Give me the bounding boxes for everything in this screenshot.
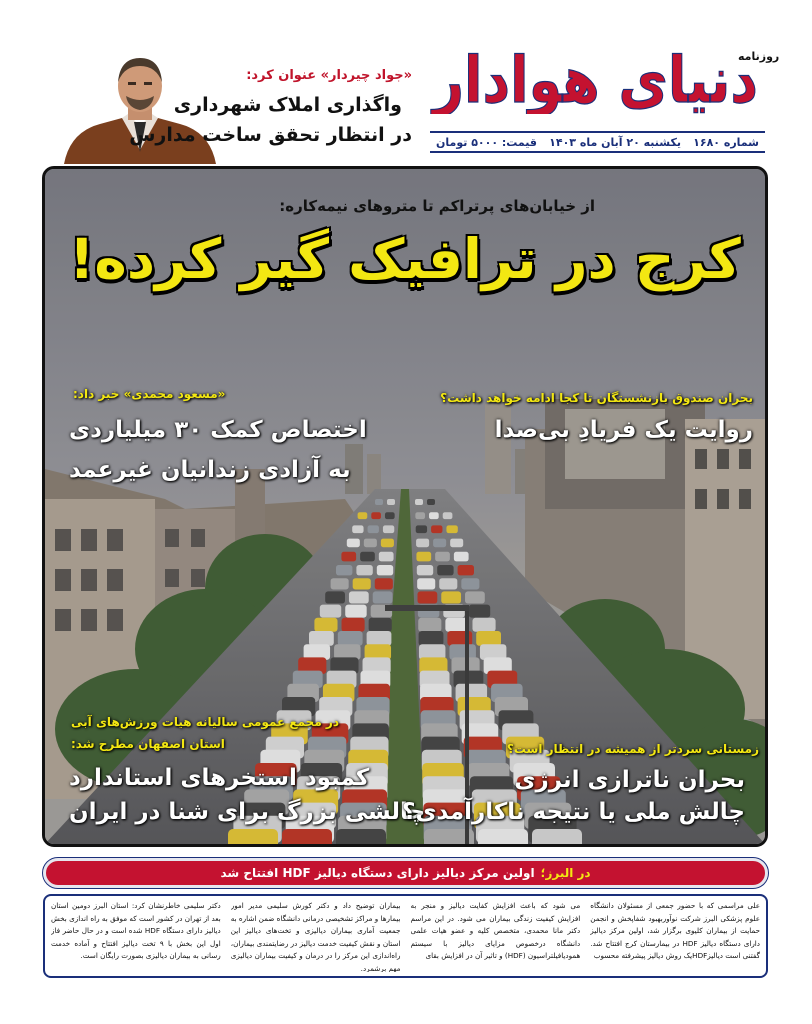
pools-headline-2[interactable]: چالشی بزرگ برای شنا در ایران <box>69 799 426 825</box>
article-column-1: علی مراسمی که با حضور جمعی از مسئولان دانشگاه علوم پزشکی البرز شرکت نوآوربهبود شفاپخش و انجمن حمایت از بیماران کلیوی برگزار شد، اولین مرکز دیالیز دارای دستگاه دیالیز HDF در بیمارستان کرج افتتاح شد. گفتنی است دیالیزHDFیک روش دیالیز پیشرفته محسوب <box>590 901 760 961</box>
masthead <box>0 0 812 165</box>
prisoners-kicker: «مسعود محمدی» خبر داد: <box>73 387 226 401</box>
prisoners-headline-1[interactable]: اختصاص کمک ۳۰ میلیاردی <box>69 417 367 443</box>
issue-number: شماره ۱۶۸۰ <box>693 135 759 149</box>
hero-headline[interactable]: کرج در ترافیک گیر کرده! <box>69 227 741 291</box>
breaking-text: اولین مرکز دیالیز دارای دستگاه دیالیز HDF افتتاح شد <box>220 866 535 880</box>
issue-date: یکشنبه ۲۰ آبان ماه ۱۴۰۳ <box>549 135 681 149</box>
article-column-4: دکتر سلیمی خاطرنشان کرد: استان البرز دومین استان بعد از تهران در کشور است که موفق به راه اندازی بخش دیالیز دارای دستگاه HDF شده است و در حال حاضر فاز اول این بخش با ۹ تخت دیالیز افتتاح و آماده خدمت رسانی به بیماران دیالیزی بصورت رایگان است. <box>51 901 221 961</box>
pension-kicker: بحران صندوق بازنشستگان تا کجا ادامه خواهد داشت؟ <box>440 391 753 405</box>
pension-headline[interactable]: روایت یک فریادِ بی‌صدا <box>494 417 753 443</box>
top-story[interactable] <box>60 52 412 164</box>
breaking-news-bar[interactable] <box>43 858 768 888</box>
article-column-3: بیماران توضیح داد و دکتر کورش سلیمی مدیر امور بیمارها و مراکز تشخیصی درمانی دانشگاه ضمن اشاره به جمعیت آماری بیماران دیالیزی و تخت‌های دیالیز این استان و نقش کیفیت خدمت دیالیز در رضایتمندی بیماران، راه‌اندازی این مرکز را در درمان و کیفیت بیماران دیالیزی مهم برشمرد. <box>230 901 401 972</box>
energy-kicker: زمستانی سردتر از همیشه در انتظار است؟ <box>506 742 759 756</box>
article-box <box>43 894 768 978</box>
newspaper-logo[interactable] <box>428 44 763 114</box>
top-story-headline-2: در انتظار تحقق ساخت مدارس <box>129 124 412 146</box>
energy-headline-1[interactable]: بحران ناترازی انرژی <box>514 767 745 793</box>
energy-headline-2[interactable]: چالش ملی یا نتیجه ناکارآمدی؟ <box>402 799 745 825</box>
pools-kicker-1: در مجمع عمومی سالیانه هیات ورزش‌های آبی <box>71 715 339 729</box>
issue-info-bar <box>430 131 765 153</box>
hero-kicker: از خیابان‌های پرتراکم تا متروهای نیمه‌کاره: <box>279 197 595 215</box>
top-story-headline-1: واگذاری املاک شهرداری <box>173 94 402 116</box>
pools-headline-1[interactable]: کمبود استخرهای استاندارد <box>69 765 370 791</box>
breaking-keyword: در البرز؛ <box>540 866 591 880</box>
issue-price: قیمت: ۵۰۰۰ تومان <box>436 135 537 149</box>
article-column-2: می شود که باعث افزایش کفایت دیالیز و منجر به افزایش کیفیت زندگی بیماران می شود. در این مراسم دکتر مانا محمدی، متخصص کلیه و عضو هیات علمی دانشگاه درخصوص مزایای دیالیز با سیستم هموديافيلتراسيون (HDF) و تاثیر آن در افزایش بقای <box>410 901 581 961</box>
prisoners-headline-2[interactable]: به آزادی زندانیان غیرعمد <box>69 457 351 483</box>
hero-photo-section[interactable] <box>42 166 768 847</box>
logo-text: دنیای هوادار <box>430 44 758 114</box>
top-story-kicker: «جواد چیردار» عنوان کرد: <box>246 68 412 83</box>
paper-label: روزنامه <box>738 50 780 63</box>
pools-kicker-2: استان اصفهان مطرح شد: <box>71 737 225 751</box>
